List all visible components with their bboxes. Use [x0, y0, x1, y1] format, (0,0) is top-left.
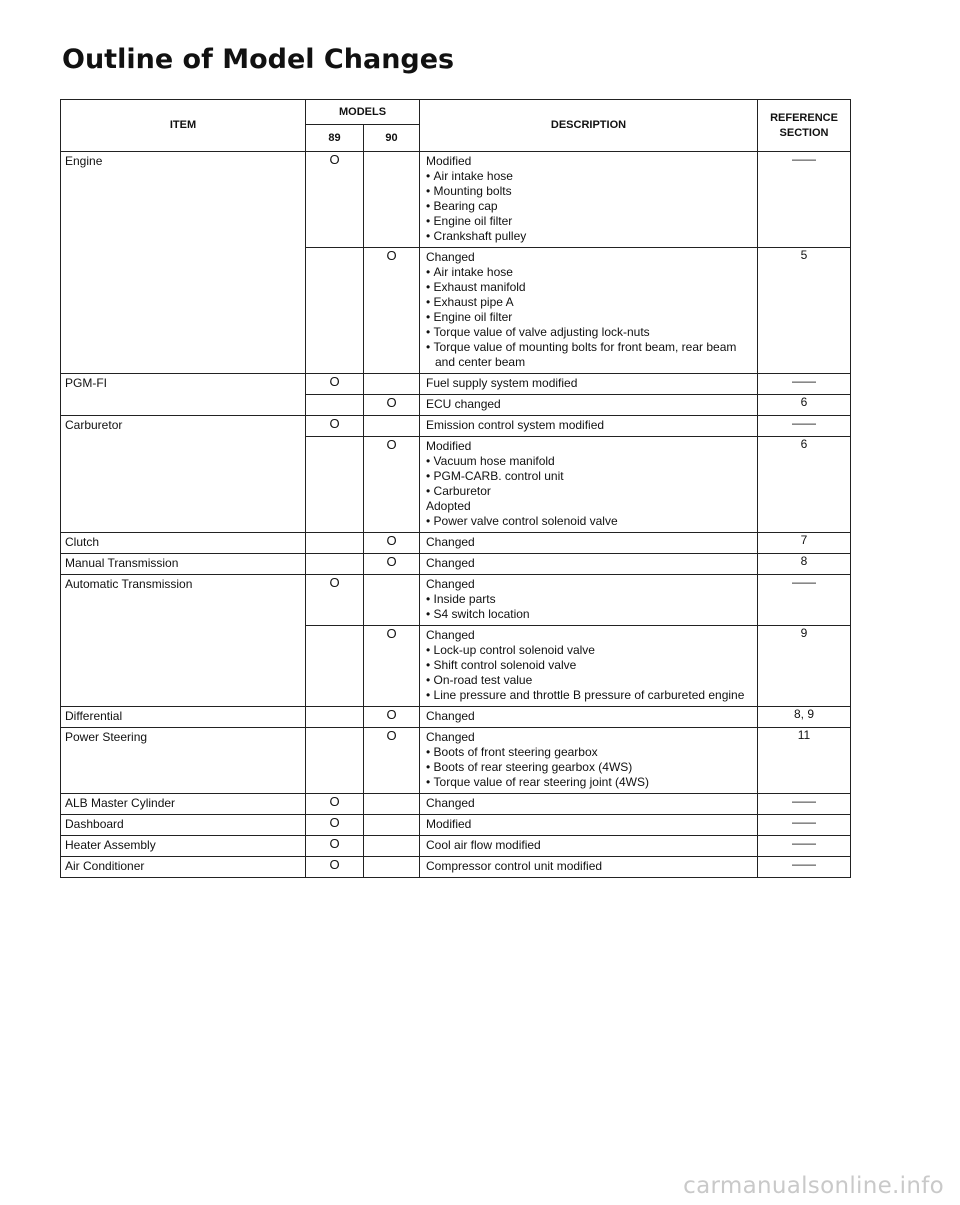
model-89-mark: O	[306, 857, 364, 878]
description-cell	[420, 395, 758, 416]
reference-cell: ——	[758, 836, 851, 857]
description-heading: Changed	[426, 577, 475, 591]
model-90-mark	[364, 815, 420, 836]
description-heading: Cool air flow modified	[426, 838, 541, 852]
reference-cell: 7	[758, 533, 851, 554]
description-bullets	[426, 745, 751, 790]
table-row	[61, 815, 851, 836]
table-row	[61, 554, 851, 575]
reference-cell: 6	[758, 437, 851, 533]
description-bullets	[426, 169, 751, 244]
description-cell	[420, 152, 758, 248]
model-89-header: 89	[306, 125, 364, 152]
description-cell	[420, 416, 758, 437]
model-90-mark: O	[364, 533, 420, 554]
watermark: carmanualsonline.info	[683, 1173, 944, 1199]
table-row	[61, 794, 851, 815]
model-90-mark	[364, 416, 420, 437]
description-heading: Adopted	[426, 499, 471, 513]
item-cell: Dashboard	[61, 815, 306, 836]
reference-cell: 6	[758, 395, 851, 416]
model-89-mark: O	[306, 575, 364, 626]
description-cell	[420, 575, 758, 626]
item-cell: ALB Master Cylinder	[61, 794, 306, 815]
model-89-mark: O	[306, 374, 364, 395]
description-cell	[420, 728, 758, 794]
description-heading: Changed	[426, 730, 475, 744]
description-bullet: • Boots of front steering gearbox	[426, 745, 751, 760]
description-cell	[420, 554, 758, 575]
table-row	[61, 575, 851, 626]
description-heading: Changed	[426, 796, 475, 810]
description-bullets	[426, 592, 751, 622]
model-89-mark	[306, 626, 364, 707]
model-changes-table	[60, 99, 851, 878]
model-89-mark	[306, 248, 364, 374]
description-cell	[420, 626, 758, 707]
description-heading: Modified	[426, 817, 472, 831]
model-89-mark	[306, 554, 364, 575]
description-bullets	[426, 265, 751, 370]
table-header	[61, 100, 851, 152]
description-bullet: • S4 switch location	[426, 607, 751, 622]
description-bullet: • Vacuum hose manifold	[426, 454, 751, 469]
reference-cell: ——	[758, 794, 851, 815]
description-heading: Changed	[426, 628, 475, 642]
description-bullet: • Torque value of mounting bolts for front beam, rear beam and center beam	[426, 340, 751, 370]
table-row	[61, 728, 851, 794]
description-cell	[420, 437, 758, 533]
description-bullet: • Exhaust pipe A	[426, 295, 751, 310]
description-bullet: • Exhaust manifold	[426, 280, 751, 295]
model-90-mark: O	[364, 437, 420, 533]
model-89-mark	[306, 707, 364, 728]
item-cell: Manual Transmission	[61, 554, 306, 575]
description-cell	[420, 794, 758, 815]
description-heading: Changed	[426, 709, 475, 723]
table-row	[61, 857, 851, 878]
description-bullet: • PGM-CARB. control unit	[426, 469, 751, 484]
description-bullet: • On-road test value	[426, 673, 751, 688]
description-heading: Fuel supply system modified	[426, 376, 578, 390]
description-cell	[420, 374, 758, 395]
description-heading: ECU changed	[426, 397, 501, 411]
model-89-mark: O	[306, 815, 364, 836]
description-column-header: DESCRIPTION	[420, 100, 758, 152]
model-90-header: 90	[364, 125, 420, 152]
table-row	[61, 374, 851, 395]
description-bullet: • Inside parts	[426, 592, 751, 607]
description-bullet: • Mounting bolts	[426, 184, 751, 199]
description-cell	[420, 815, 758, 836]
description-bullet: • Air intake hose	[426, 265, 751, 280]
reference-cell: ——	[758, 416, 851, 437]
reference-cell: ——	[758, 152, 851, 248]
page-title: Outline of Model Changes	[62, 44, 455, 75]
item-cell: Engine	[61, 152, 306, 374]
model-90-mark: O	[364, 707, 420, 728]
reference-column-header: REFERENCE SECTION	[758, 100, 851, 152]
model-89-mark: O	[306, 416, 364, 437]
description-cell	[420, 533, 758, 554]
description-heading: Changed	[426, 535, 475, 549]
models-column-header: MODELS	[306, 100, 420, 125]
item-cell: Differential	[61, 707, 306, 728]
model-90-mark: O	[364, 554, 420, 575]
reference-cell: 8, 9	[758, 707, 851, 728]
item-cell: PGM-FI	[61, 374, 306, 416]
description-heading: Compressor control unit modified	[426, 859, 603, 873]
description-bullet: • Carburetor	[426, 484, 751, 499]
description-bullet: • Crankshaft pulley	[426, 229, 751, 244]
item-cell: Air Conditioner	[61, 857, 306, 878]
description-bullet: • Shift control solenoid valve	[426, 658, 751, 673]
model-89-mark: O	[306, 794, 364, 815]
item-cell: Automatic Transmission	[61, 575, 306, 707]
model-89-mark: O	[306, 152, 364, 248]
model-90-mark: O	[364, 626, 420, 707]
item-cell: Heater Assembly	[61, 836, 306, 857]
description-heading: Changed	[426, 250, 475, 264]
description-heading: Changed	[426, 556, 475, 570]
description-bullet: • Power valve control solenoid valve	[426, 514, 751, 529]
description-bullet: • Torque value of rear steering joint (4WS)	[426, 775, 751, 790]
description-heading: Modified	[426, 439, 472, 453]
description-cell	[420, 707, 758, 728]
description-bullets	[426, 643, 751, 703]
item-column-header: ITEM	[61, 100, 306, 152]
description-bullet: • Engine oil filter	[426, 310, 751, 325]
reference-cell: 9	[758, 626, 851, 707]
description-heading: Modified	[426, 154, 472, 168]
reference-cell: 5	[758, 248, 851, 374]
model-90-mark: O	[364, 395, 420, 416]
description-bullet: • Boots of rear steering gearbox (4WS)	[426, 760, 751, 775]
item-cell: Carburetor	[61, 416, 306, 533]
description-bullet: • Air intake hose	[426, 169, 751, 184]
description-cell	[420, 836, 758, 857]
model-90-mark	[364, 857, 420, 878]
model-90-mark	[364, 152, 420, 248]
description-bullet: • Torque value of valve adjusting lock-nuts	[426, 325, 751, 340]
table-row	[61, 152, 851, 248]
model-89-mark: O	[306, 836, 364, 857]
model-90-mark	[364, 836, 420, 857]
description-bullet: • Engine oil filter	[426, 214, 751, 229]
reference-cell: ——	[758, 815, 851, 836]
description-bullets	[426, 454, 751, 499]
model-90-mark: O	[364, 728, 420, 794]
model-90-mark: O	[364, 248, 420, 374]
item-cell: Clutch	[61, 533, 306, 554]
item-cell: Power Steering	[61, 728, 306, 794]
table-row	[61, 836, 851, 857]
table-row	[61, 707, 851, 728]
reference-cell: ——	[758, 575, 851, 626]
model-89-mark	[306, 728, 364, 794]
description-heading: Emission control system modified	[426, 418, 605, 432]
model-89-mark	[306, 533, 364, 554]
reference-cell: ——	[758, 374, 851, 395]
description-cell	[420, 248, 758, 374]
description-bullets	[426, 514, 751, 529]
model-90-mark	[364, 794, 420, 815]
table-body	[61, 152, 851, 878]
reference-cell: 11	[758, 728, 851, 794]
model-89-mark	[306, 395, 364, 416]
description-bullet: • Lock-up control solenoid valve	[426, 643, 751, 658]
model-90-mark	[364, 575, 420, 626]
model-90-mark	[364, 374, 420, 395]
table-row	[61, 533, 851, 554]
table-row	[61, 416, 851, 437]
reference-cell: ——	[758, 857, 851, 878]
description-bullet: • Bearing cap	[426, 199, 751, 214]
model-89-mark	[306, 437, 364, 533]
description-cell	[420, 857, 758, 878]
reference-cell: 8	[758, 554, 851, 575]
description-bullet: • Line pressure and throttle B pressure of carbureted engine	[426, 688, 751, 703]
